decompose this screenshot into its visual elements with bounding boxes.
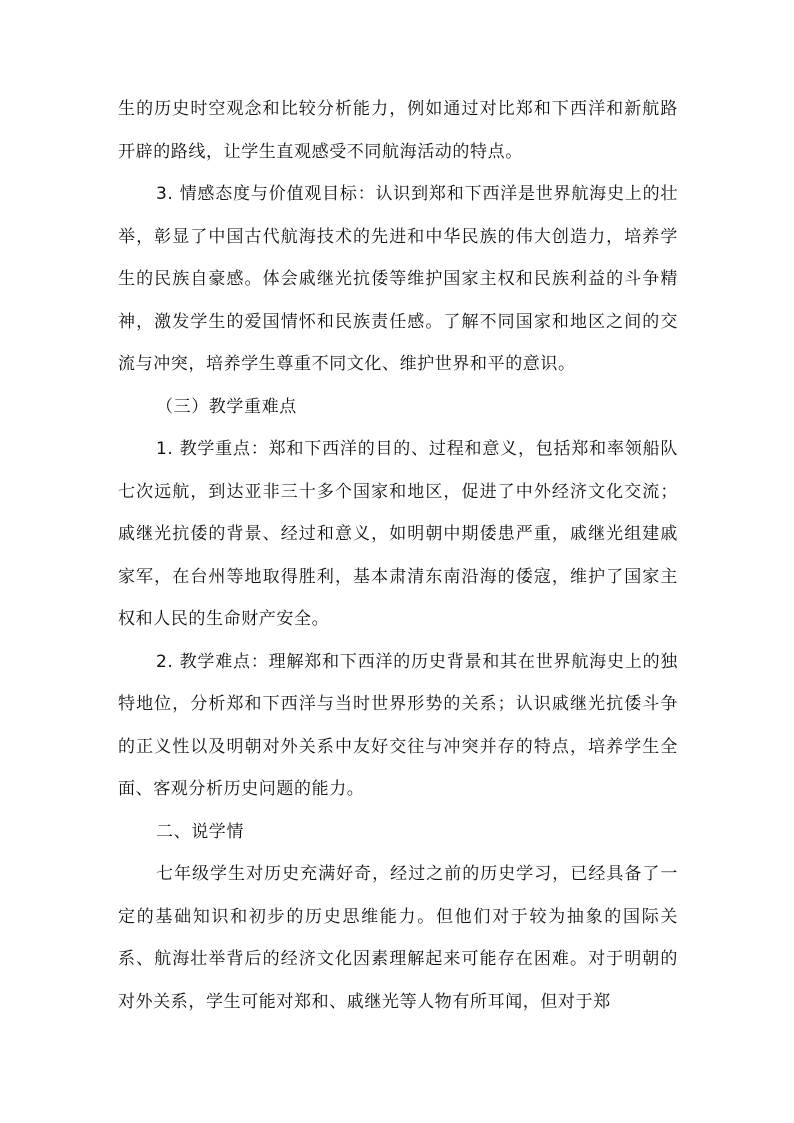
paragraph-teaching-focus: 1. 教学重点：郑和下西洋的目的、过程和意义，包括郑和率领船队七次远航，到达亚非三十多个国家和地区，促进了中外经济文化交流；戚继光抗倭的背景、经过和意义，如明朝中期倭患严重，戚继光组建戚家军，在台州等地取得胜利，基本肃清东南沿海的倭寇，维护了国家主权和人民的生命财产安全。 <box>118 439 678 629</box>
paragraph-student-analysis: 七年级学生对历史充满好奇，经过之前的历史学习，已经具备了一定的基础知识和初步的历史思维能力。但他们对于较为抽象的国际关系、航海壮举背后的经济文化因素理解起来可能存在困难。对于明朝的对外关系，学生可能对郑和、戚继光等人物有所耳闻，但对于郑 <box>118 864 678 1012</box>
document-body <box>118 88 678 1023</box>
paragraph-teaching-difficulty: 2. 教学难点：理解郑和下西洋的历史背景和其在世界航海史上的独特地位，分析郑和下西洋与当时世界形势的关系；认识戚继光抗倭斗争的正义性以及明朝对外关系中友好交往与冲突并存的特点，培养学生全面、客观分析历史问题的能力。 <box>118 651 678 799</box>
paragraph-continuation: 生的历史时空观念和比较分析能力，例如通过对比郑和下西洋和新航路开辟的路线，让学生直观感受不同航海活动的特点。 <box>118 99 678 162</box>
section-heading-student-analysis: 二、说学情 <box>156 821 244 842</box>
paragraph-emotional-goals: 3. 情感态度与价值观目标：认识到郑和下西洋是世界航海史上的壮举，彰显了中国古代航海技术的先进和中华民族的伟大创造力，培养学生的民族自豪感。体会戚继光抗倭等维护国家主权和民族利益的斗争精神，激发学生的爱国情怀和民族责任感。了解不同国家和地区之间的交流与冲突，培养学生尊重不同文化、维护世界和平的意识。 <box>118 184 678 374</box>
section-heading-key-difficult-points: （三）教学重难点 <box>156 396 297 417</box>
